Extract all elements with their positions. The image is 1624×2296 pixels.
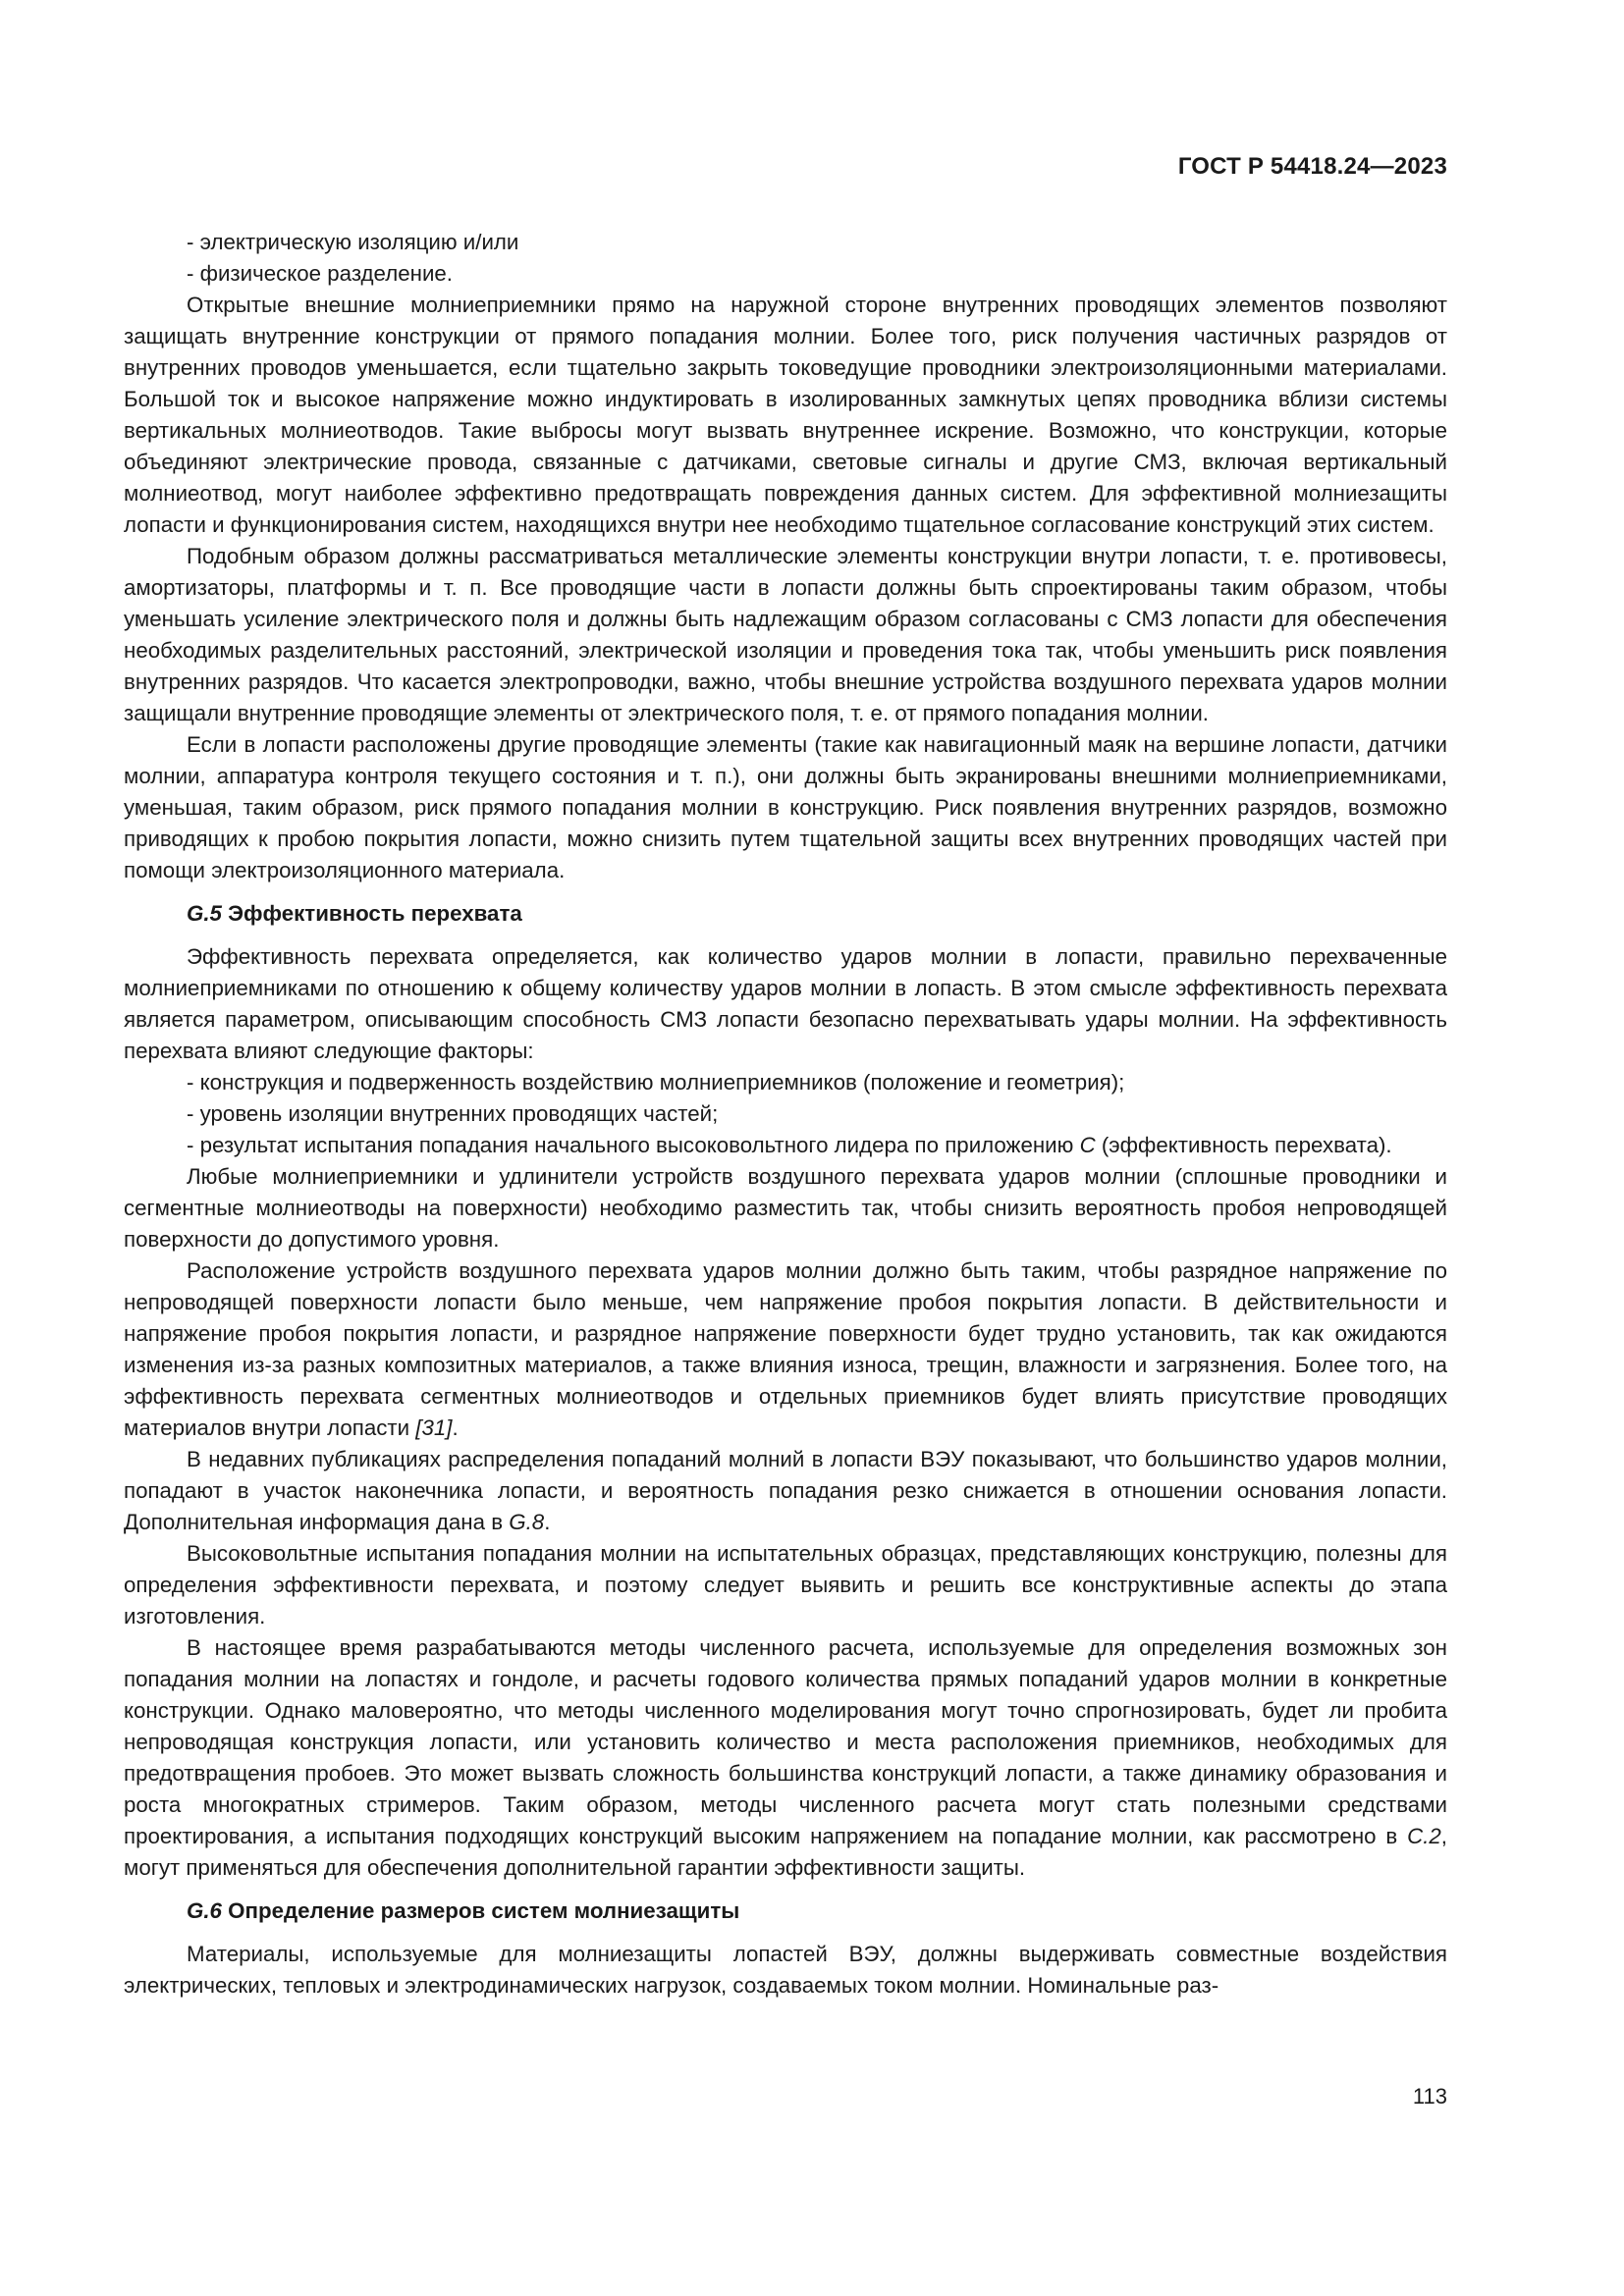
section-reference: G.8 (509, 1510, 545, 1534)
text-run: . (452, 1415, 459, 1440)
text-run: - результат испытания попадания начального высоковольтного лидера по приложению (187, 1133, 1080, 1157)
paragraph: Любые молниеприемники и удлинители устройств воздушного перехвата ударов молнии (сплошные проводники и сегментные молниеотводы на поверхности) необходимо разместить так, чтобы снизить вероятность пробоя непроводящей поверхности до допустимого уровня. (124, 1164, 1447, 1252)
section-number: G.6 (187, 1898, 222, 1923)
document-id-header: ГОСТ Р 54418.24—2023 (1177, 153, 1447, 180)
section-heading (124, 898, 1447, 930)
section-number: G.5 (187, 901, 222, 926)
text-run: , могут применяться для обеспечения дополнительной гарантии эффективности защиты. (124, 1824, 1447, 1880)
paragraph: - конструкция и подверженность воздействию молниеприемников (положение и геометрия); (187, 1070, 1125, 1095)
paragraph: Если в лопасти расположены другие проводящие элементы (такие как навигационный маяк на вершине лопасти, датчики молнии, аппаратура контроля текущего состояния и т. п.), они должны быть экранированы внешними молниеприемниками, уменьшая, таким образом, риск прямого попадания молнии в конструкцию. Риск появления внутренних разрядов, возможно приводящих к пробою покрытия лопасти, можно снизить путем тщательной защиты всех внутренних проводящих частей при помощи электроизоляционного материала. (124, 732, 1447, 882)
paragraph (124, 1255, 1447, 1444)
paragraph (124, 1444, 1447, 1538)
text-run: В недавних публикациях распределения попаданий молний в лопасти ВЭУ показывают, что большинство ударов молнии, попадают в участок наконечника лопасти, и вероятность попадания резко снижается в отношении основания лопасти. Дополнительная информация дана в (124, 1447, 1447, 1534)
bibliography-reference: [31] (415, 1415, 453, 1440)
text-run: (эффективность перехвата). (1095, 1133, 1392, 1157)
section-title: Эффективность перехвата (221, 901, 522, 926)
text-run: Расположение устройств воздушного перехвата ударов молнии должно быть таким, чтобы разрядное напряжение по непроводящей поверхности лопасти было меньше, чем напряжение пробоя покрытия лопасти. В действительности и напряжение пробоя покрытия лопасти, и разрядное напряжение поверхности будет трудно установить, так как ожидаются изменения из-за разных композитных материалов, а также влияния износа, трещин, влажности и загрязнения. Более того, на эффективность перехвата сегментных молниеотводов и отдельных приемников будет влиять присутствие проводящих материалов внутри лопасти (124, 1258, 1447, 1440)
paragraph: Материалы, используемые для молниезащиты лопастей ВЭУ, должны выдерживать совместные воздействия электрических, тепловых и электродинамических нагрузок, создаваемых током молнии. Номинальные раз- (124, 1942, 1447, 1998)
paragraph: Эффективность перехвата определяется, как количество ударов молнии в лопасти, правильно перехваченные молниеприемниками по отношению к общему количеству ударов молнии в лопасть. В этом смысле эффективность перехвата является параметром, описывающим способность СМЗ лопасти безопасно перехватывать удары молнии. На эффективность перехвата влияют следующие факторы: (124, 944, 1447, 1063)
section-reference: C.2 (1407, 1824, 1441, 1848)
paragraph (124, 1632, 1447, 1884)
page-number: 113 (1412, 2084, 1447, 2109)
section-title: Определение размеров систем молниезащиты (221, 1898, 740, 1923)
text-run: В настоящее время разрабатываются методы численного расчета, используемые для определения возможных зон попадания молнии на лопастях и гондоле, и расчеты годового количества прямых попаданий ударов молнии в конкретные конструкции. Однако маловероятно, что методы численного моделирования могут точно спрогнозировать, будет ли пробита непроводящая конструкция лопасти, или установить количество и места расположения приемников, необходимых для предотвращения пробоев. Это может вызвать сложность большинства конструкций лопасти, а также динамику образования и роста многократных стримеров. Таким образом, методы численного расчета могут стать полезными средствами проектирования, а испытания подходящих конструкций высоким напряжением на попадание молнии, как рассмотрено в (124, 1635, 1447, 1848)
text-run: . (544, 1510, 551, 1534)
paragraph: - физическое разделение. (187, 261, 453, 286)
paragraph: Высоковольтные испытания попадания молнии на испытательных образцах, представляющих конструкцию, полезны для определения эффективности перехвата, и поэтому следует выявить и решить все конструктивные аспекты до этапа изготовления. (124, 1541, 1447, 1629)
annex-reference: C (1079, 1133, 1096, 1157)
paragraph (124, 1130, 1447, 1161)
paragraph: - уровень изоляции внутренних проводящих частей; (187, 1101, 719, 1126)
paragraph: Открытые внешние молниеприемники прямо на наружной стороне внутренних проводящих элементов позволяют защищать внутренние конструкции от прямого попадания молнии. Более того, риск получения частичных разрядов от внутренних проводов уменьшается, если тщательно закрыть токоведущие проводники электроизоляционными материалами. Большой ток и высокое напряжение можно индуктировать в изолированных замкнутых цепях проводника вблизи системы вертикальных молниеотводов. Такие выбросы могут вызвать внутреннее искрение. Возможно, что конструкции, которые объединяют электрические провода, связанные с датчиками, световые сигналы и другие СМЗ, включая вертикальный молниеотвод, могут наиболее эффективно предотвращать повреждения данных систем. Для эффективной молниезащиты лопасти и функционирования систем, находящихся внутри нее необходимо тщательное согласование конструкций этих систем. (124, 293, 1447, 537)
paragraph: - электрическую изоляцию и/или (187, 230, 519, 254)
section-heading (124, 1896, 1447, 1927)
paragraph: Подобным образом должны рассматриваться металлические элементы конструкции внутри лопасти, т. е. противовесы, амортизаторы, платформы и т. п. Все проводящие части в лопасти должны быть спроектированы таким образом, чтобы уменьшать усиление электрического поля и должны быть надлежащим образом согласованы с СМЗ лопасти для обеспечения необходимых разделительных расстояний, электрической изоляции и проведения тока так, чтобы уменьшить риск появления внутренних разрядов. Что касается электропроводки, важно, чтобы внешние устройства воздушного перехвата ударов молнии защищали внутренние проводящие элементы от электрического поля, т. е. от прямого попадания молнии. (124, 544, 1447, 725)
document-body (124, 227, 1447, 2002)
